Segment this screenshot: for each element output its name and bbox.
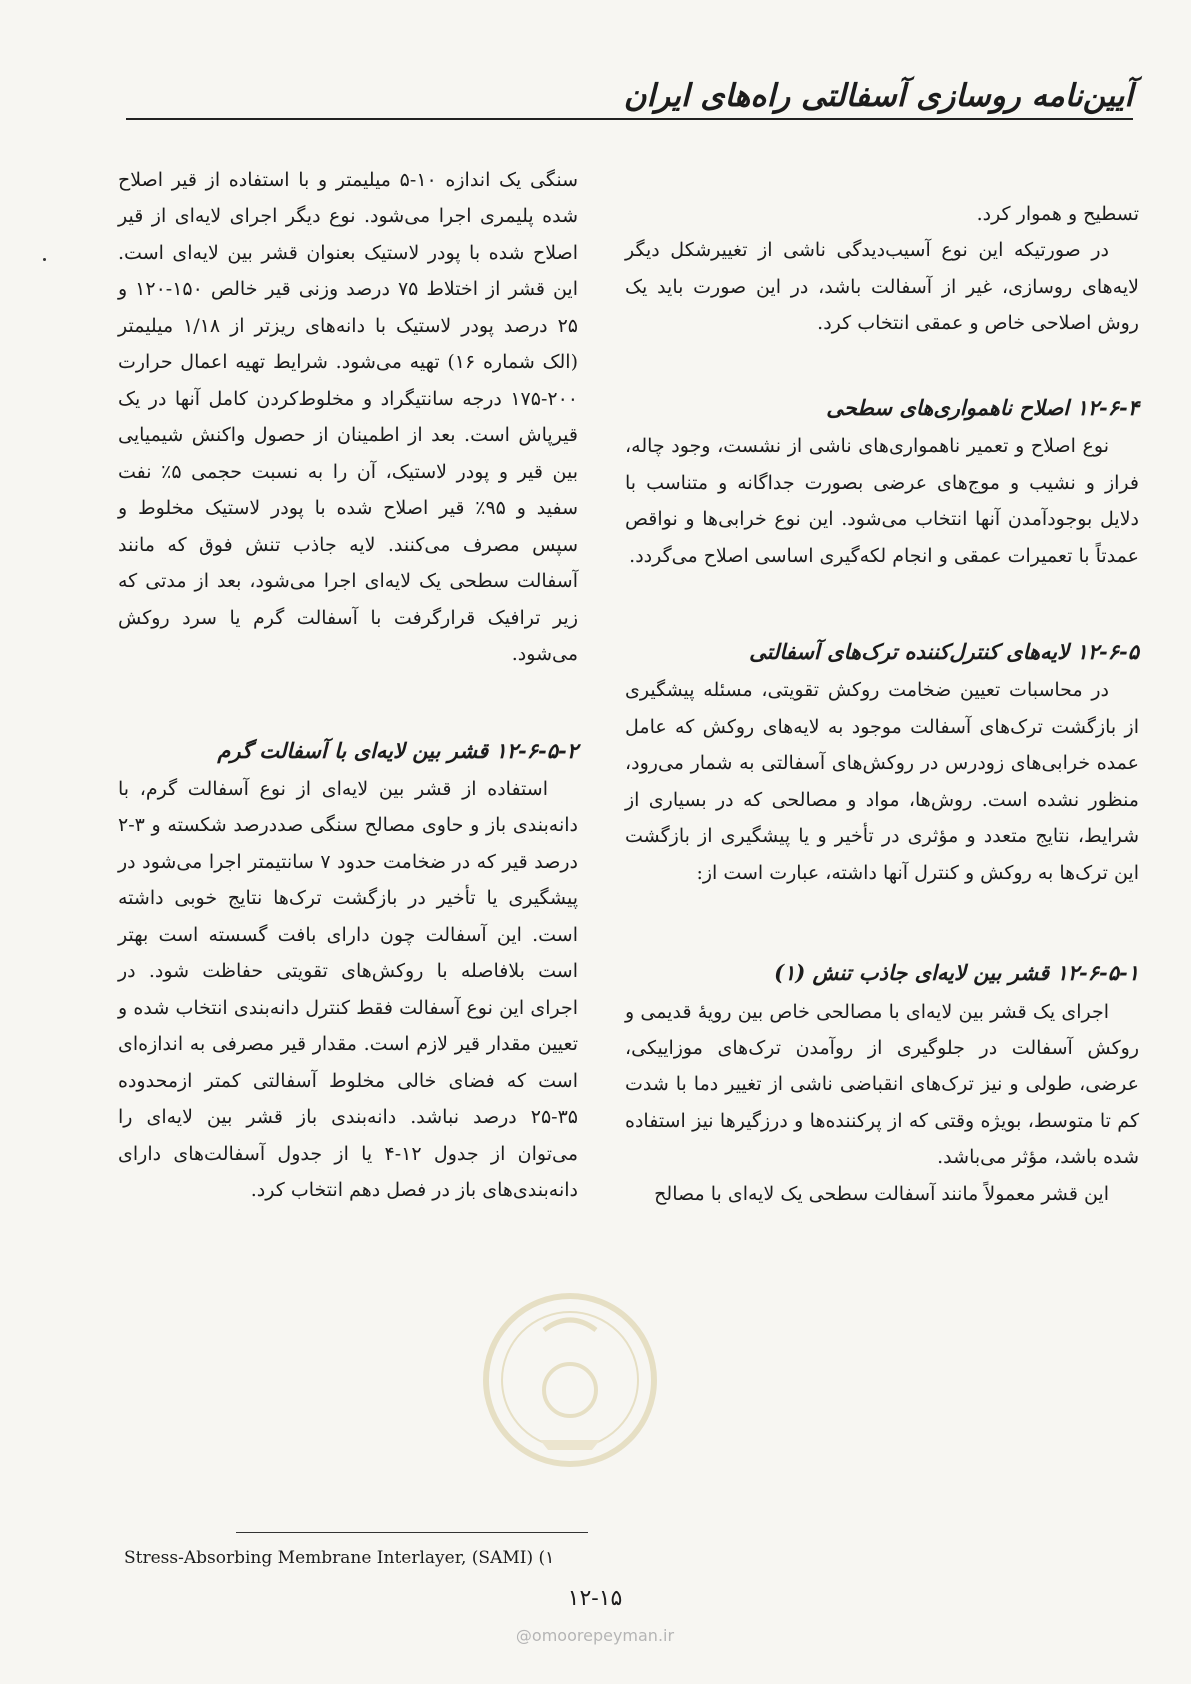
page-header-title: آیین‌نامه روسازی آسفالتی راه‌های ایران bbox=[623, 78, 1133, 114]
header-rule bbox=[126, 118, 1133, 120]
section-heading-12-6-5-2: ۱۲-۶-۵-۲ قشر بین لایه‌ای با آسفالت گرم bbox=[217, 737, 578, 763]
paragraph-deformation: در صورتیکه این نوع آسیب‌دیدگی ناشی از تغییرشکل دیگر لایه‌های روسازی، غیر از آسفالت باشد، در این صورت باید یک روش اصلاحی خاص و عمقی انتخاب کرد. bbox=[625, 239, 1139, 335]
footnote: Stress-Absorbing Membrane Interlayer, (SAMI) (۱ bbox=[124, 1548, 555, 1568]
continuation-line: تسطیح و هموار کرد. bbox=[976, 203, 1139, 225]
paragraph-12-6-4: نوع اصلاح و تعمیر ناهمواری‌های ناشی از نشست، وجود چاله، فراز و نشیب و موج‌های عرضی بصورت جداگانه و متناسب با دلایل بوجودآمدن آنها انتخاب می‌شود. این نوع خرابی‌ها و نواقص عمدتاً با تعمیرات عمقی و انجام لکه‌گیری اساسی اصلاح می‌گردد. bbox=[625, 435, 1139, 567]
paragraph-12-6-5-2: استفاده از قشر بین لایه‌ای از نوع آسفالت گرم، با دانه‌بندی باز و حاوی مصالح سنگی صددرصد شکسته و ۳-۲ درصد قیر که در ضخامت حدود ۷ سانتیمتر اجرا می‌شود در پیشگیری یا تأخیر در بازگشت ترک‌ها نتایج خوبی داشته است. این آسفالت چون دارای بافت گسسته است بهتر است بلافاصله با روکش‌های تقویتی حفاظت شود. در اجرای این نوع آسفالت فقط کنترل دانه‌بندی انتخاب شده و تعیین مقدار قیر لازم است. مقدار قیر مصرفی به اندازه‌ای است که فضای خالی مخلوط آسفالتی کمتر ازمحدوده ۳۵-۲۵ درصد نباشد. دانه‌بندی باز قشر بین لایه‌ای را می‌توان از جدول ۱۲-۴ یا از جدول آسفالت‌های دارای دانه‌بندی‌های باز در فصل دهم انتخاب کرد. bbox=[118, 777, 578, 1202]
section-heading-12-6-5-1: ۱۲-۶-۵-۱ قشر بین لایه‌ای جاذب تنش (۱) bbox=[774, 960, 1139, 986]
section-heading-12-6-5: ۱۲-۶-۵ لایه‌های کنترل‌کننده ترک‌های آسفالتی bbox=[749, 639, 1139, 665]
scan-speck bbox=[43, 258, 46, 261]
page-number: ۱۲-۱۵ bbox=[567, 1586, 623, 1611]
section-heading-12-6-4: ۱۲-۶-۴ اصلاح ناهمواری‌های سطحی bbox=[826, 394, 1139, 420]
site-watermark-text: @omoorepeyman.ir bbox=[515, 1626, 675, 1645]
paragraph-12-6-5: در محاسبات تعیین ضخامت روکش تقویتی، مسئله پیشگیری از بازگشت ترک‌های آسفالت موجود به لایه‌های روکش که عامل عمده خرابی‌های زودرس در روکش‌های آسفالتی به شمار می‌رود، منظور نشده است. روش‌ها، مواد و مصالحی که در بسیاری از شرایط، نتایج متعدد و مؤثری در تأخیر و یا پیشگیری از بازگشت این ترک‌ها به روکش و کنترل آنها داشته، عبارت است از: bbox=[625, 679, 1139, 884]
paragraph-continuation: سنگی یک اندازه ۱۰-۵ میلیمتر و با استفاده از قیر اصلاح شده پلیمری اجرا می‌شود. نوع دیگر اجرای لایه‌ای از قیر اصلاح شده با پودر لاستیک بعنوان قشر بین لایه‌ای است. این قشر از اختلاط ۷۵ درصد وزنی قیر خالص ۱۵۰-۱۲۰ و ۲۵ درصد پودر لاستیک با دانه‌های ریزتر از ۱/۱۸ میلیمتر (الک شماره ۱۶) تهیه می‌شود. شرایط تهیه اعمال حرارت ۲۰۰-۱۷۵ درجه سانتیگراد و مخلوط‌کردن کامل آنها در یک قیرپاش است. بعد از اطمینان از حصول واکنش شیمیایی بین قیر و پودر لاستیک، آن را به نسبت حجمی ۵٪ نفت سفید و ۹۵٪ قیر اصلاح شده با پودر لاستیک مخلوط و سپس مصرف می‌کنند. لایه جاذب تنش فوق که مانند آسفالت سطحی یک لایه‌ای اجرا می‌شود، بعد از مدتی که زیر ترافیک قرارگرفت با آسفالت گرم یا سرد روکش می‌شود. bbox=[118, 169, 579, 666]
paragraph-12-6-5-1-b: این قشر معمولاً مانند آسفالت سطحی یک لایه‌ای با مصالح bbox=[654, 1182, 1109, 1205]
footnote-rule bbox=[236, 1532, 588, 1533]
left-column bbox=[118, 162, 578, 1209]
paragraph-12-6-5-1: اجرای یک قشر بین لایه‌ای با مصالحی خاص بین رویهٔ قدیمی و روکش آسفالت در جلوگیری از روآمدن ترک‌های موزاییکی، عرضی، طولی و نیز ترک‌های انقباضی ناشی از تغییر دما با شدت کم تا متوسط، بویژه وقتی که از پرکننده‌ها و درزگیرها نیز استفاده شده باشد، مؤثر می‌باشد. bbox=[625, 1000, 1139, 1169]
seal-watermark-icon bbox=[480, 1290, 660, 1470]
right-column bbox=[625, 196, 1139, 1212]
